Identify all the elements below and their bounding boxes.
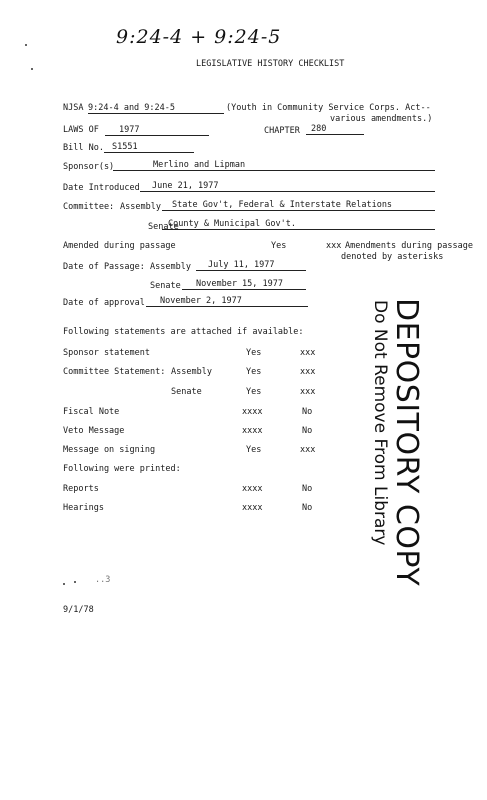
sponsors-value [113,160,435,171]
committee-statement-assembly-no: xxx [300,367,316,377]
chapter-number: 280 [311,124,327,134]
speck [74,581,76,583]
date-introduced-value [140,181,435,192]
printed-heading: Following were printed: [63,464,181,474]
chapter-value [306,124,364,135]
hearings-yes: xxxx [242,503,263,513]
reports-no: No [302,484,313,494]
passage-assembly-date: July 11, 1977 [208,260,275,270]
checklist-title: LEGISLATIVE HISTORY CHECKLIST [196,59,345,69]
bill-no-label: Bill No. [63,143,104,153]
veto-message-yes: xxxx [242,426,263,436]
bill-no-value [104,142,194,153]
footer-mark-text: 3 [105,575,111,585]
committee-assembly-value [162,200,435,211]
committee-senate-text: County & Municipal Gov't. [168,219,296,229]
chapter-label: CHAPTER [264,126,300,136]
footer-tick: .. [95,575,106,585]
signing-message-yes: Yes [246,445,262,455]
footer-mark [95,575,110,585]
sponsor-names: Merlino and Lipman [153,160,246,170]
fiscal-note-yes: xxxx [242,407,263,417]
amended-label: Amended during passage [63,241,176,251]
veto-message-label: Veto Message [63,426,125,436]
passage-senate-date: November 15, 1977 [196,279,283,289]
hearings-no: No [302,503,313,513]
stamp-line-2: Do Not Remove From Library [370,300,390,546]
passage-assembly-value [196,260,306,271]
committee-statement-assembly-yes: Yes [246,367,262,377]
njsa-label: NJSA [63,103,84,113]
footer-date: 9/1/78 [63,605,94,615]
njsa-note-1: (Youth in Community Service Corps. Act-- [226,103,431,113]
stamp-line-1: DEPOSITORY COPY [389,298,424,587]
veto-message-no: No [302,426,313,436]
date-introduced-label: Date Introduced [63,183,140,193]
committee-assembly-label: Assembly [120,202,161,212]
sponsor-statement-yes: Yes [246,348,262,358]
approval-date: November 2, 1977 [160,296,242,306]
committee-label: Committee: [63,202,115,212]
signing-message-label: Message on signing [63,445,156,455]
committee-assembly-text: State Gov't, Federal & Interstate Relations [172,200,393,210]
committee-statement-senate-no: xxx [300,387,316,397]
amended-note-1: Amendments during passage [345,241,473,251]
fiscal-note-no: No [302,407,313,417]
amended-note-2: denoted by asterisks [341,252,444,262]
attached-heading: Following statements are attached if available: [63,327,304,337]
committee-senate-value [162,219,435,230]
handwritten-title: 9:24-4 + 9:24-5 [116,26,282,48]
speck [63,583,65,585]
signing-message-no: xxx [300,445,316,455]
date-introduced-text: June 21, 1977 [152,181,219,191]
njsa-note-2: various amendments.) [330,114,433,124]
committee-senate-label: Senate [148,222,179,232]
committee-statement-label: Committee Statement: [63,367,166,377]
laws-of-label: LAWS OF [63,125,99,135]
reports-label: Reports [63,484,99,494]
passage-senate-label: Senate [150,281,181,291]
speck [25,44,27,46]
bill-number: S1551 [112,142,138,152]
depository-stamp [356,298,426,587]
passage-assembly-label: Assembly [150,262,191,272]
committee-statement-senate: Senate [171,387,202,397]
amended-mark: xxx [326,241,342,251]
sponsor-statement-label: Sponsor statement [63,348,150,358]
amended-yes: Yes [271,241,287,251]
sponsor-statement-no: xxx [300,348,316,358]
passage-label: Date of Passage: [63,262,145,272]
hearings-label: Hearings [63,503,104,513]
committee-statement-assembly: Assembly [171,367,212,377]
speck [31,68,33,70]
sponsors-label: Sponsor(s) [63,162,115,172]
laws-of-value [105,125,209,136]
approval-value [146,296,308,307]
committee-statement-senate-yes: Yes [246,387,262,397]
approval-label: Date of approval [63,298,145,308]
reports-yes: xxxx [242,484,263,494]
fiscal-note-label: Fiscal Note [63,407,120,417]
njsa-value: 9:24-4 and 9:24-5 [88,103,224,114]
laws-of-year: 1977 [119,125,140,135]
passage-senate-value [182,279,306,290]
